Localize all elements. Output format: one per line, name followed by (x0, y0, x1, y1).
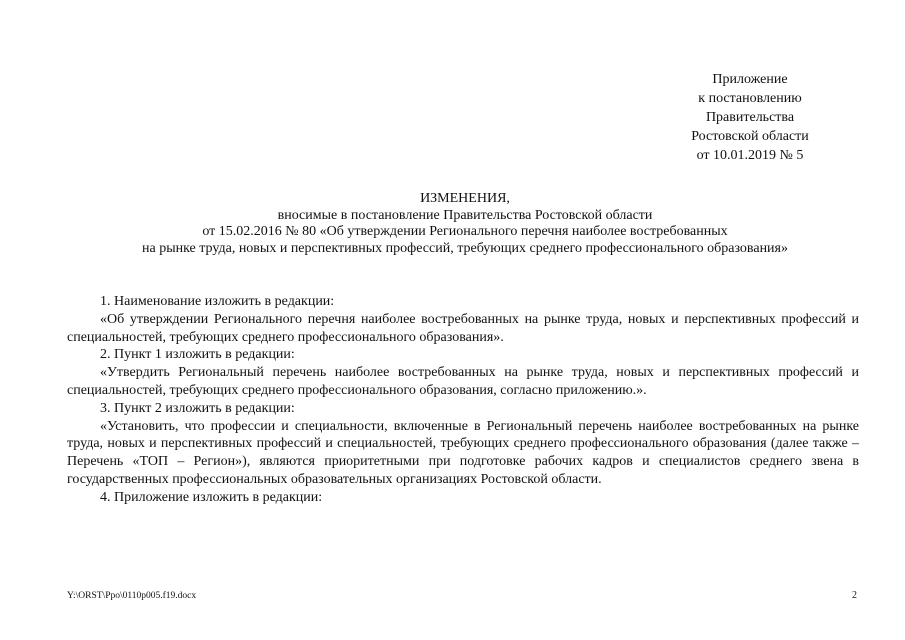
appendix-line: Приложение (712, 72, 788, 87)
appendix-line: от 10.01.2019 № 5 (696, 148, 804, 163)
appendix-line: Правительства (705, 110, 795, 125)
footer-file-path: Y:\ORST\Ppo\0110p005.f19.docx (67, 591, 197, 601)
appendix-line: Ростовской области (691, 129, 809, 144)
body-paragraph: 1. Наименование изложить в редакции: (100, 294, 335, 309)
body-paragraph: 2. Пункт 1 изложить в редакции: (100, 347, 295, 363)
appendix-line: к постановлению (698, 91, 802, 106)
title-heading: ИЗМЕНЕНИЯ, (420, 191, 510, 206)
document-title (70, 191, 860, 257)
title-line: от 15.02.2016 № 80 «Об утверждении Регионального перечня наиболее востребованных (202, 224, 728, 239)
appendix-header (640, 70, 860, 165)
title-line: вносимые в постановление Правительства Ростовской области (277, 207, 653, 223)
body-paragraph: «Об утверждении Регионального перечня наиболее востребованных на рынке труда, новых и перспективных профессий и специальностей, требующих среднего профессионального образования». (67, 311, 859, 345)
body-paragraph: 4. Приложение изложить в редакции: (100, 489, 323, 505)
document-body (67, 293, 859, 507)
page-number: 2 (852, 590, 857, 601)
body-paragraph: «Утвердить Региональный перечень наиболее востребованных на рынке труда, новых и перспективных профессий и специальностей, требующих среднего профессионального образования, согласно приложению.». (67, 365, 859, 398)
title-line: на рынке труда, новых и перспективных профессий, требующих среднего профессионального образования» (141, 240, 788, 256)
body-paragraph: «Установить, что профессии и специальности, включенные в Региональный перечень наиболее востребованных на рынке труда, новых и перспективных профессий и специальностей, требующих среднего профессионального образования (далее также – Перечень «ТОП – Регион»), являются приоритетными при подготовке рабочих кадров и специалистов среднего звена в государственных профессиональных образовательных организациях Ростовской области. (67, 418, 859, 487)
body-paragraph: 3. Пункт 2 изложить в редакции: (100, 400, 295, 416)
